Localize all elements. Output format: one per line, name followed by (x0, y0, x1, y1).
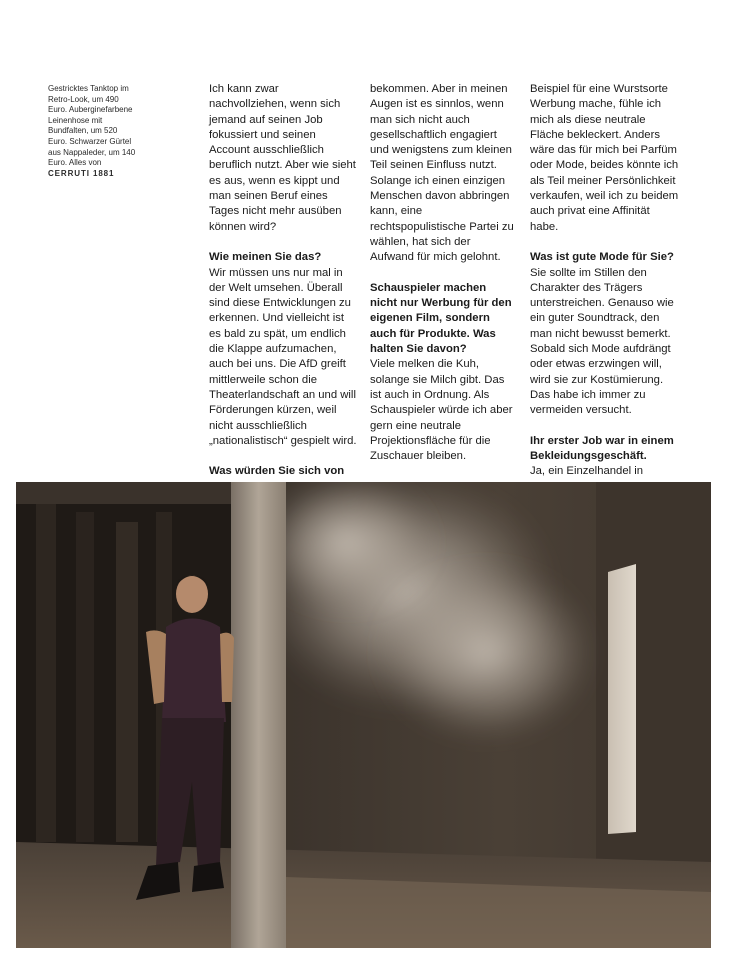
paragraph: Beispiel für eine Wurstsorte Werbung mache, fühle ich mich als diese neutrale Fläche bekleckert. Anders wäre das für mich bei Parfüm oder Mode, beides könnte ich als Teil meiner Persönlichkeit verkaufen, weil ich zu beidem auch privat eine Affinität habe. (530, 83, 679, 233)
caption-text: Gestricktes Tanktop im Retro-Look, um 490 Euro. Auberginefarbene Leinenhose mit Bundfalten, um 520 Euro. Schwarzer Gürtel aus Nappaleder, um 140 Euro. Alles von (48, 84, 136, 168)
photo-illustration (16, 482, 711, 948)
interview-answer: Wir müssen uns nur mal in der Welt umsehen. Überall sind diese Entwicklungen zu erkennen. Und vielleicht ist es bald zu spät, um endlich die Klappe aufzumachen, auch bei uns. Die AfD greift mittlerweile schon die Theaterlandschaft an und will Förderungen kürzen, weil nicht ausschließlich „nationalistisch“ gespielt wird. (209, 266, 357, 447)
interview-answer: Ja, ein Einzelhandel in (530, 465, 644, 478)
interview-question: Ihr erster Job war in einem Bekleidungsgeschäft. (530, 434, 674, 463)
interview-block (530, 250, 680, 418)
interview-block (370, 281, 516, 465)
interview-block (209, 250, 359, 449)
paragraph: Ich kann zwar nachvollziehen, wenn sich jemand auf seinen Job fokussiert und seinen Account ausschließlich beruflich nutzt. Aber wie sieht es aus, wenn es kippt und man seinen Beruf eines Tages nicht mehr ausüben können wird? (209, 83, 356, 233)
photo-caption (48, 84, 136, 179)
paragraph: bekommen. Aber in meinen Augen ist es sinnlos, wenn man sich nicht auch gesellschaftlich engagiert und wenigstens zum kleinen Teil seinen Einfluss nutzt. Solange ich einen einzigen Menschen davon abbringen kann, eine rechtspopulistische Partei zu wählen, hat sich der Aufwand für mich gelohnt. (370, 83, 514, 264)
interview-question: Schauspieler machen nicht nur Werbung für den eigenen Film, sondern auch für Produkte. Was halten Sie davon? (370, 281, 512, 356)
interview-answer: Sie sollte im Stillen den Charakter des Trägers unterstreichen. Genauso wie ein guter Soundtrack, den man nicht bewusst bemerkt. Sobald sich Mode aufdrängt oder etwas erzwingen will, wird sie zur Kostümierung. Das habe ich immer zu vermeiden versucht. (530, 266, 674, 417)
text-column-3 (530, 82, 680, 541)
interview-answer: Viele melken die Kuh, solange sie Milch gibt. Das ist auch in Ordnung. Als Schauspieler würde ich aber gern eine neutrale Projektionsfläche für die Zuschauer bleiben. (370, 358, 513, 463)
interview-question: Wie meinen Sie das? (209, 251, 322, 264)
editorial-photo (16, 482, 711, 948)
caption-brand: CERRUTI 1881 (48, 168, 115, 178)
interview-question: Was würden Sie sich von (209, 465, 345, 478)
interview-question: Was ist gute Mode für Sie? (530, 251, 674, 264)
